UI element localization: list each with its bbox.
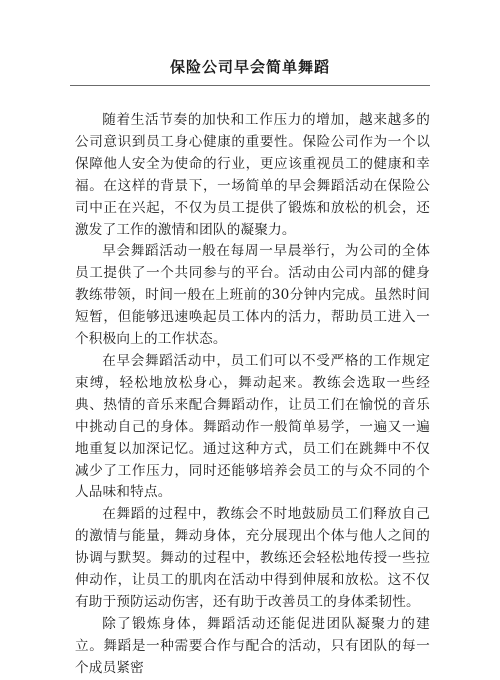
- paragraph-5: 除了锻炼身体，舞蹈活动还能促进团队凝聚力的建立。舞蹈是一种需要合作与配合的活动，只有团队的每一个成员紧密: [75, 615, 430, 676]
- paragraph-2: 早会舞蹈活动一般在每周一早晨举行，为公司的全体员工提供了一个共同参与的平台。活动由公司内部的健身教练带领，时间一般在上班前的30分钟内完成。虽然时间短暂，但能够迅速唤起员工体内的活力，帮助员工进入一个积极向上的工作状态。: [75, 243, 430, 348]
- paragraph-1: 随着生活节奏的加快和工作压力的增加，越来越多的公司意识到员工身心健康的重要性。保险公司作为一个以保障他人安全为使命的行业，更应该重视员工的健康和幸福。在这样的背景下，一场简单的早会舞蹈活动在保险公司中正在兴起，不仅为员工提供了锻炼和放松的机会，还激发了工作的激情和团队的凝聚力。: [75, 112, 430, 238]
- paragraph-3: 在早会舞蹈活动中，员工们可以不受严格的工作规定束缚，轻松地放松身心，舞动起来。教练会选取一些经典、热情的音乐来配合舞蹈动作，让员工们在愉悦的音乐中挑动自己的身体。舞蹈动作一般简单易学，一遍又一遍地重复以加深记忆。通过这种方式，员工们在跳舞中不仅减少了工作压力，同时还能够培养会员工的与众不同的个人品味和特点。: [75, 352, 430, 501]
- paragraph-4: 在舞蹈的过程中，教练会不时地鼓励员工们释放自己的激情与能量，舞动身体，充分展现出个体与他人之间的协调与默契。舞动的过程中，教练还会轻松地传授一些拉伸动作，让员工的肌肉在活动中得到伸展和放松。这不仅有助于预防运动伤害，还有助于改善员工的身体柔韧性。: [75, 506, 430, 610]
- title-divider: [70, 85, 430, 86]
- document-title: 保险公司早会简单舞蹈: [169, 58, 330, 76]
- document-body: [75, 110, 430, 676]
